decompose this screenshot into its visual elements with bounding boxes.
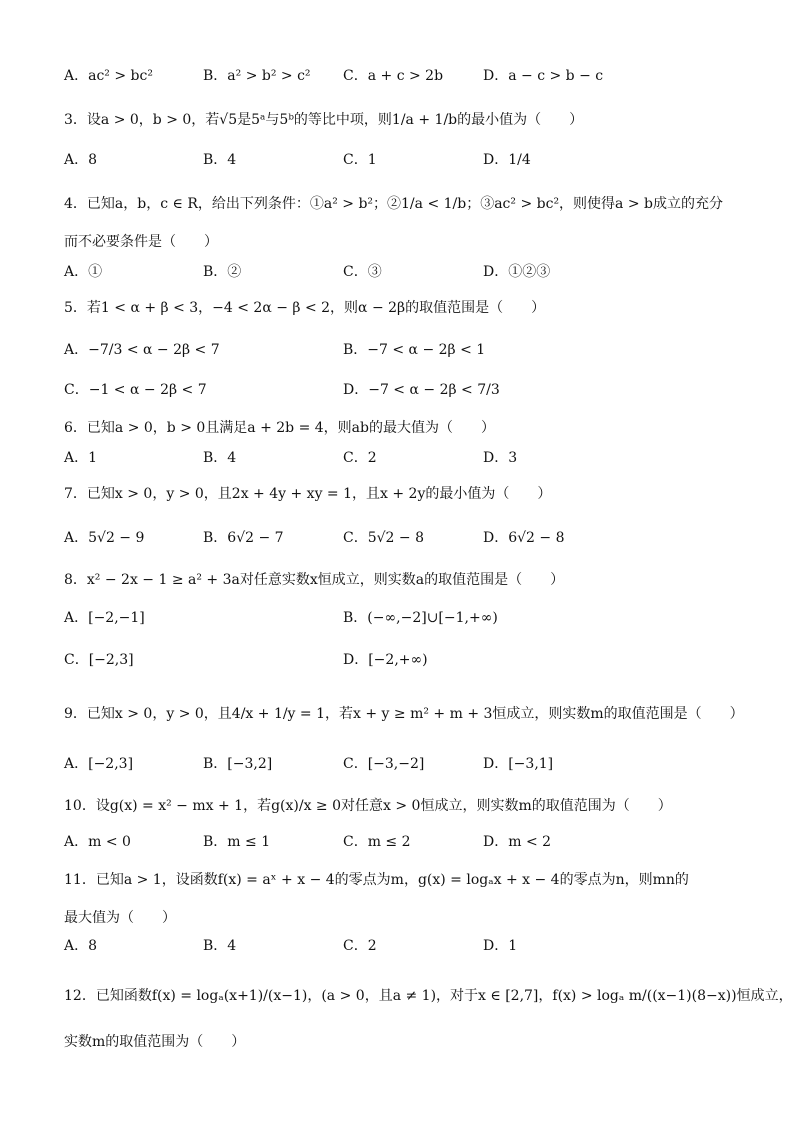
question-4-text-cont: 而不必要条件是（ ） (64, 234, 218, 250)
option-b: B．4 (203, 450, 237, 466)
question-7-text: 7．已知x > 0，y > 0，且2x + 4y + xy = 1，且x + 2y的最小值为（ ） (64, 486, 552, 502)
options-q6 (0, 446, 794, 474)
option-b: B．a² > b² > c² (203, 68, 311, 84)
options-q3 (0, 148, 794, 176)
question-6-text: 6．已知a > 0，b > 0且满足a + 2b = 4，则ab的最大值为（ ） (64, 420, 495, 436)
option-b: B．② (203, 264, 242, 280)
question-12-text-cont: 实数m的取值范围为（ ） (64, 1034, 246, 1050)
options-q9 (0, 752, 794, 780)
option-d: D．[−3,1] (483, 756, 554, 772)
options-q8-ab (0, 606, 794, 634)
option-d: D．m < 2 (483, 834, 552, 850)
options-q8-cd (0, 648, 794, 676)
option-d: D．a − c > b − c (483, 68, 604, 84)
option-b: B．[−3,2] (203, 756, 273, 772)
options-q2 (0, 64, 794, 92)
question-12-cont (0, 1030, 794, 1058)
option-b: B．4 (203, 938, 237, 954)
option-a: A．[−2,−1] (64, 610, 145, 626)
option-d: D．[−2,+∞) (343, 652, 428, 668)
question-5 (0, 296, 794, 324)
option-a: A．8 (64, 938, 98, 954)
option-c: C．−1 < α − 2β < 7 (64, 382, 207, 398)
question-3 (0, 108, 794, 136)
option-a: A．[−2,3] (64, 756, 134, 772)
question-9-text: 9．已知x > 0，y > 0，且4/x + 1/y = 1，若x + y ≥ m² + m + 3恒成立，则实数m的取值范围是（ ） (64, 706, 744, 722)
options-q5-cd (0, 378, 794, 406)
options-q4 (0, 260, 794, 288)
option-a: A．① (64, 264, 103, 280)
question-9 (0, 702, 794, 730)
option-c: C．③ (343, 264, 382, 280)
question-11 (0, 868, 794, 896)
option-b: B．m ≤ 1 (203, 834, 271, 850)
option-d: D．3 (483, 450, 518, 466)
option-a: A．m < 0 (64, 834, 131, 850)
question-3-text: 3．设a > 0，b > 0，若√5是5ᵃ与5ᵇ的等比中项，则1/a + 1/b的最小值为（ ） (64, 112, 584, 128)
option-d: D．−7 < α − 2β < 7/3 (343, 382, 500, 398)
option-a: A．1 (64, 450, 98, 466)
option-c: C．2 (343, 450, 377, 466)
option-d: D．1/4 (483, 152, 531, 168)
option-c: C．5√2 − 8 (343, 530, 424, 546)
option-c: C．[−3,−2] (343, 756, 425, 772)
question-12-text: 12．已知函数f(x) = logₐ(x+1)/(x−1)，(a > 0，且a ≠ 1)，对于x ∈ [2,7]，f(x) > logₐ m/((x−1)(8−x))恒成立， (64, 988, 793, 1004)
option-c: C．2 (343, 938, 377, 954)
question-4-text: 4．已知a，b，c ∈ R，给出下列条件：①a² > b²；②1/a < 1/b；③ac² > bc²，则使得a > b成立的充分 (64, 196, 723, 212)
option-b: B．4 (203, 152, 237, 168)
option-a: A．ac² > bc² (64, 68, 153, 84)
option-c: C．a + c > 2b (343, 68, 444, 84)
question-10-text: 10．设g(x) = x² − mx + 1，若g(x)/x ≥ 0对任意x > 0恒成立，则实数m的取值范围为（ ） (64, 798, 672, 814)
question-11-text-cont: 最大值为（ ） (64, 910, 176, 926)
option-b: B．6√2 − 7 (203, 530, 284, 546)
option-d: D．①②③ (483, 264, 551, 280)
question-12 (0, 984, 794, 1012)
question-8 (0, 568, 794, 596)
option-a: A．5√2 − 9 (64, 530, 145, 546)
options-q11 (0, 934, 794, 962)
options-q10 (0, 830, 794, 858)
option-d: D．1 (483, 938, 518, 954)
question-6 (0, 416, 794, 444)
option-d: D．6√2 − 8 (483, 530, 565, 546)
question-8-text: 8．x² − 2x − 1 ≥ a² + 3a对任意实数x恒成立，则实数a的取值范围是（ ） (64, 572, 565, 588)
question-4 (0, 192, 794, 220)
option-b: B．(−∞,−2]∪[−1,+∞) (343, 610, 498, 626)
question-5-text: 5．若1 < α + β < 3，−4 < 2α − β < 2，则α − 2β的取值范围是（ ） (64, 300, 546, 316)
question-7 (0, 482, 794, 510)
option-b: B．−7 < α − 2β < 1 (343, 342, 486, 358)
question-4-cont (0, 230, 794, 258)
options-q5-ab (0, 338, 794, 366)
option-c: C．[−2,3] (64, 652, 134, 668)
option-a: A．8 (64, 152, 98, 168)
option-a: A．−7/3 < α − 2β < 7 (64, 342, 220, 358)
option-c: C．m ≤ 2 (343, 834, 411, 850)
question-11-cont (0, 906, 794, 934)
question-10 (0, 794, 794, 822)
question-11-text: 11．已知a > 1，设函数f(x) = aˣ + x − 4的零点为m，g(x) = logₐx + x − 4的零点为n，则mn的 (64, 872, 689, 888)
option-c: C．1 (343, 152, 377, 168)
options-q7 (0, 526, 794, 554)
